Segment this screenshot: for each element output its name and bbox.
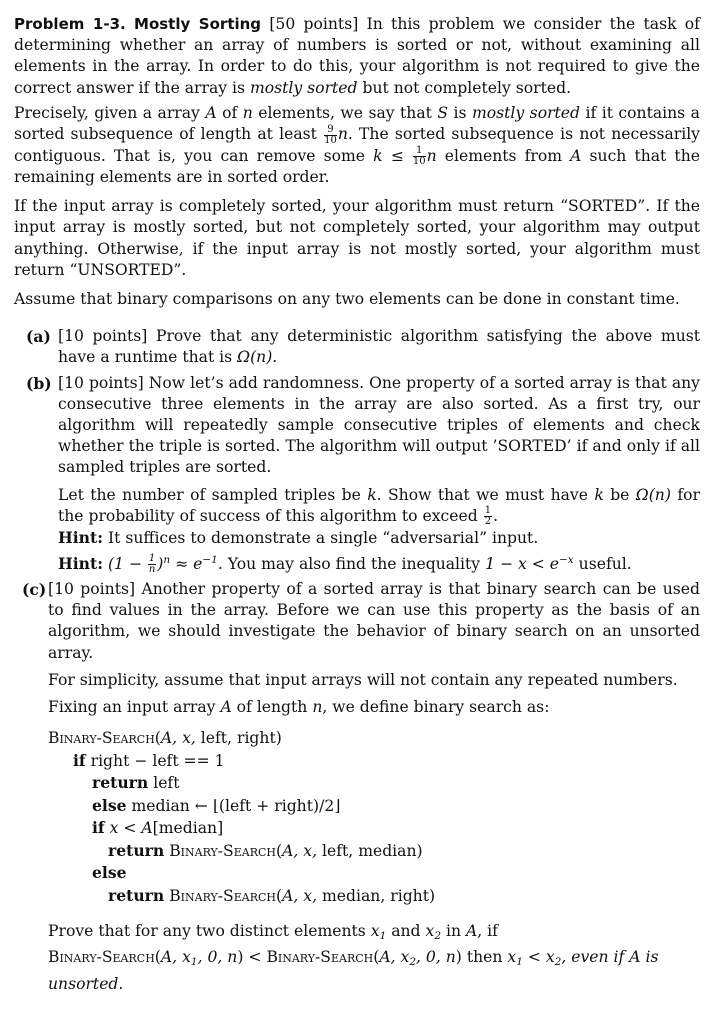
math-A: A	[220, 698, 232, 717]
code-kw-return: return	[108, 840, 165, 860]
code-kw-return: return	[92, 773, 149, 793]
code-line-else	[48, 862, 700, 885]
def-text-g: elements from	[444, 146, 563, 165]
part-c-fixing	[48, 697, 700, 718]
prove-then: then	[466, 948, 503, 967]
part-a-label: (a)	[26, 327, 51, 347]
math-limit: (1 − $\frac{1}{n}$ )$^n \approx e^{-1}$	[107, 553, 218, 576]
part-c-text	[48, 579, 700, 664]
hint-label: Hint:	[58, 553, 103, 573]
part-c-body: Another property of a sorted array is that binary search can be used to find values in the array. Before we can use this property as the basis of an algorithm, we should investigate the behavior of binary search on an unsorted array.	[48, 580, 700, 662]
code-line-return-left	[48, 772, 700, 795]
code-fn-name: Binary-Search	[48, 948, 155, 967]
code-line-signature: Binary-Search(A, x, left, right)	[48, 729, 282, 748]
prove-unsorted: is unsorted.	[48, 948, 659, 993]
code-line-return-left-branch: return Binary-Search(A, x, left, median)	[108, 840, 423, 860]
math-x1-lt-x2: $x_1 < x_2$	[507, 948, 562, 969]
part-a	[14, 326, 700, 368]
math-k: k	[367, 485, 377, 504]
fraction-one-half: $\frac{1}{2}$	[484, 505, 492, 528]
fraction-one-tenth	[413, 146, 426, 167]
def-text-c: elements, we say that	[258, 103, 432, 122]
code-fn-name: Binary-Search	[169, 886, 276, 905]
part-b-k-b: . Show that we must have	[376, 485, 588, 504]
code-right: right	[274, 796, 313, 815]
code-right: right	[390, 886, 429, 905]
math-S: S	[437, 103, 449, 122]
part-b-body: Now let’s add randomness. One property of a sorted array is that any consecutive three elements in the array are also sorted. As a first try, our algorithm will repeatedly sample consecutive triples of elements and check whether the triple is sorted. The algorithm will output ’SORTED’ if and only if all sampled triples are sorted.	[58, 373, 700, 477]
fixing-c: , we define binary search as:	[322, 698, 550, 717]
sub-problems	[14, 326, 700, 995]
math-n: n	[426, 146, 437, 165]
code-left: left	[153, 774, 180, 793]
part-a-points: [10 points]	[58, 327, 148, 346]
frac-num: 9	[324, 125, 337, 136]
math-k: k	[594, 485, 604, 504]
part-b-hint-2	[58, 550, 700, 576]
part-b-label: (b)	[26, 373, 52, 393]
math-A: A	[570, 146, 582, 165]
frac-den: 10	[324, 134, 337, 146]
math-n: n	[312, 698, 323, 717]
fixing-a: Fixing an input array	[48, 698, 216, 717]
code-line-else-median: else median ← ⌊(left + right)/2⌋	[92, 795, 341, 815]
part-c	[14, 579, 700, 995]
def-mostly-sorted: mostly sorted	[471, 103, 581, 122]
prove-b: and	[391, 922, 421, 941]
code-line-if: if right − left == 1	[73, 750, 225, 770]
math-A: A	[205, 103, 217, 122]
problem-title: Mostly Sorting	[134, 15, 262, 33]
part-a-text	[58, 326, 700, 368]
part-a-body: Prove that any deterministic algorithm satisfying the above must have a runtime that is	[58, 327, 701, 367]
math-x1: $x_1$	[370, 922, 387, 943]
part-b-k-statement: Let the number of sampled triples be k. Show that we must have k be Ω(n) for the probability of success of this algorithm to exceed $\frac{1}{2}$ .	[58, 485, 700, 528]
binary-search-pseudocode	[48, 728, 700, 907]
prove-a: Prove that for any two distinct elements	[48, 922, 366, 941]
part-b-k-c: be	[610, 485, 630, 504]
code-left: left	[322, 841, 349, 860]
code-line-return-right-branch: return Binary-Search(A, x, median, right)	[108, 885, 436, 905]
code-median: median	[158, 819, 218, 838]
math-omega-n: Ω(n).	[237, 348, 278, 367]
prove-d: , if	[477, 922, 498, 941]
frac-den: 10	[412, 156, 426, 168]
def-text-e: if it contains a sorted subsequence of length at least	[14, 103, 700, 144]
code-right: right	[90, 751, 130, 770]
problem-intro-emphasis: mostly sorted	[249, 78, 358, 97]
problem-intro-end: but not completely sorted.	[362, 78, 572, 97]
output-rules: If the input array is completely sorted, your algorithm must return “SORTED”. If the input array is mostly sorted, but not completely sorted, your algorithm may output anything. Otherwise, if the input array is not mostly sorted, your algorithm must return “UNSORTED”.	[14, 197, 700, 279]
code-fn-name: Binary-Search	[48, 729, 155, 748]
math-k-leq: k ≤	[373, 146, 412, 165]
problem-label: Problem 1-3.	[14, 15, 126, 33]
code-kw-else: else	[92, 863, 127, 883]
code-median: median	[322, 886, 381, 905]
code-right: right	[236, 729, 276, 748]
code-fn-name: Binary-Search	[266, 948, 374, 967]
code-left: left	[200, 729, 228, 748]
code-kw-if: if	[92, 818, 105, 838]
part-c-label: (c)	[22, 580, 47, 600]
def-text-a: Precisely, given a array	[14, 103, 200, 122]
fraction-nine-tenths	[324, 125, 337, 146]
part-b-text	[58, 373, 700, 479]
code-kw-if: if	[73, 750, 86, 770]
code-left: left	[152, 751, 179, 770]
prove-even: , even if	[561, 948, 625, 967]
prove-c: in	[445, 922, 461, 941]
math-A: A	[629, 948, 641, 967]
def-text-f: . The sorted subsequence is not necessarily contiguous. That is, you can remove some	[14, 125, 700, 165]
part-c-prove-condition: Binary-Search(A, $x_1$, 0, n) < Binary-Search(A, $x_2$, 0, n) then $x_1 < x_2$, even if A is unsorted.	[48, 948, 659, 993]
part-c-prove	[48, 921, 700, 947]
code-kw-return: return	[108, 885, 165, 905]
math-n: n	[337, 125, 348, 144]
math-x2: $x_2$	[425, 922, 441, 943]
code-fn-name: Binary-Search	[169, 841, 276, 860]
part-c-simplicity: For simplicity, assume that input arrays will not contain any repeated numbers.	[48, 670, 678, 689]
part-b-hint-1	[58, 527, 700, 549]
code-line-if-compare: if x < A[median]	[92, 818, 224, 838]
part-b-points: [10 points]	[58, 373, 144, 392]
part-b	[14, 373, 700, 575]
math-A: A	[465, 922, 478, 941]
mostly-sorted-definition	[14, 103, 700, 188]
part-b-k-d: for the probability of success of this algorithm to exceed	[58, 485, 700, 525]
problem-points: [50 points]	[269, 15, 359, 33]
problem-intro-text: In this problem we consider the task of determining whether an array of numbers is sorted or not, without examining all elements in the array. In order to do this, your algorithm is not required to give the correct answer if the array is	[14, 15, 700, 97]
hint-2-end: useful.	[578, 554, 632, 573]
assumption: Assume that binary comparisons on any two elements can be done in constant time.	[14, 290, 680, 309]
hint-1-text: It suffices to demonstrate a single “adversarial” input.	[107, 529, 539, 548]
math-n: n	[242, 103, 253, 122]
hint-label: Hint:	[58, 528, 103, 548]
code-kw-else: else	[92, 795, 127, 815]
def-text-b: of	[222, 103, 238, 122]
code-left: left	[225, 796, 252, 815]
math-inequality: $1 - x < e^{-x}$	[485, 553, 574, 573]
code-median: median	[358, 841, 417, 860]
math-omega-n: Ω(n)	[635, 485, 671, 504]
part-b-k-a: Let the number of sampled triples be	[58, 485, 361, 504]
hint-2-text: . You may also find the inequality	[217, 554, 481, 573]
code-median: median	[131, 796, 190, 815]
def-text-d: is	[453, 103, 467, 122]
fixing-b: of length	[236, 698, 308, 717]
part-c-points: [10 points]	[48, 580, 136, 599]
problem-intro	[14, 14, 700, 99]
def-text-h: such that the remaining elements are in sorted order.	[14, 146, 700, 187]
frac-num: 1	[413, 146, 426, 157]
